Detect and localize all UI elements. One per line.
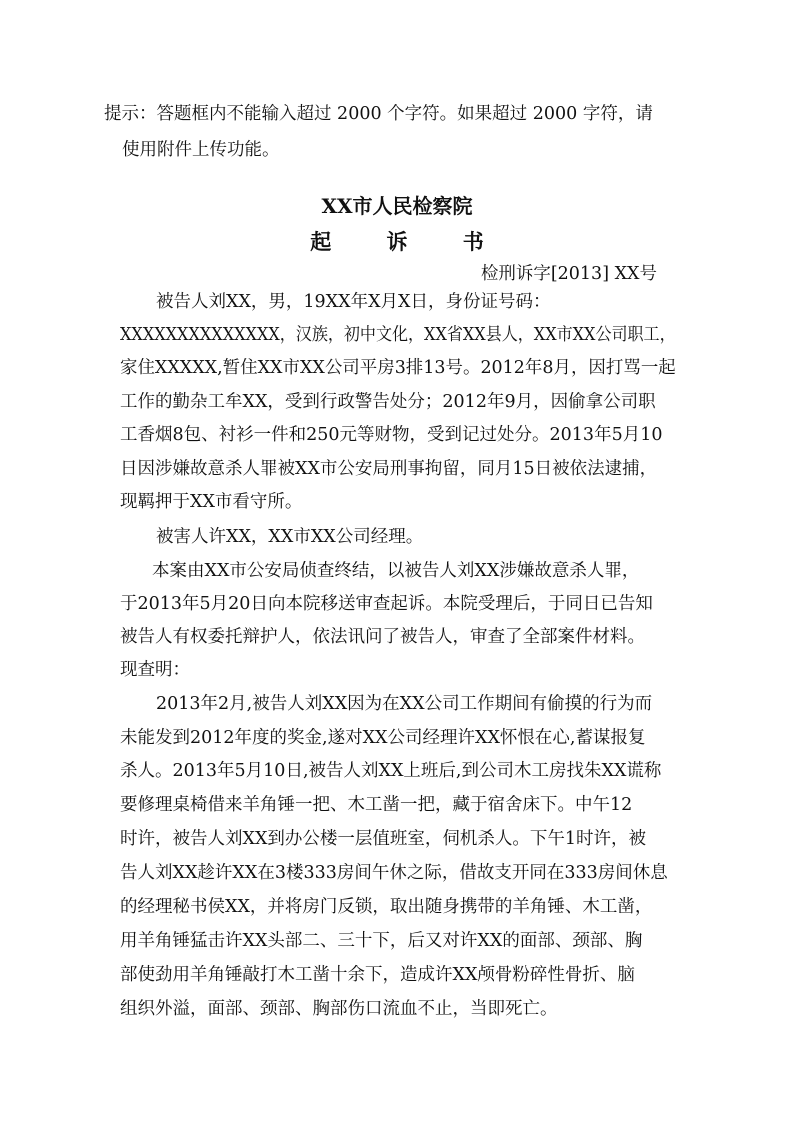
facts-line-6: 告人刘XX趁许XX在3楼333房间午休之际，借故支开同在333房间休息 [120, 863, 668, 883]
notice-line-1: 提示：答题框内不能输入超过 2000 个字符。如果超过 2000 字符，请 [104, 104, 653, 124]
defendant-line-7: 现羁押于XX市看守所。 [120, 492, 303, 512]
org-title: XX市人民检察院 [321, 194, 473, 218]
victim-line: 被害人许XX，XX市XX公司经理。 [156, 527, 424, 547]
case-line-1: 本案由XX市公安局侦查终结，以被告人刘XX涉嫌故意杀人罪， [152, 561, 640, 581]
case-line-3: 被告人有权委托辩护人，依法讯问了被告人，审查了全部案件材料。 [120, 627, 645, 647]
case-line-2: 于2013年5月20日向本院移送审查起诉。本院受理后，于同日已告知 [120, 594, 653, 614]
document-number: 检刑诉字[2013] XX号 [480, 264, 657, 284]
defendant-line-4: 工作的勤杂工牟XX，受到行政警告处分；2012年9月，因偷拿公司职 [120, 392, 656, 412]
defendant-line-2: XXXXXXXXXXXXXX，汉族，初中文化，XX省XX县人，XX市XX公司职工， [120, 325, 676, 345]
facts-line-4: 要修理桌椅借来羊角锤一把、木工凿一把，藏于宿舍床下。中午12 [120, 795, 633, 815]
defendant-line-6: 日因涉嫌故意杀人罪被XX市公安局刑事拘留，同月15日被依法逮捕， [120, 459, 658, 479]
defendant-line-3: 家住XXXXX,暂住XX市XX公司平房3排13号。2012年8月，因打骂一起 [120, 358, 676, 378]
document-title: 起 诉 书 [310, 229, 508, 254]
facts-line-1: 2013年2月,被告人刘XX因为在XX公司工作期间有偷摸的行为而 [156, 694, 653, 714]
notice-line-2: 使用附件上传功能。 [122, 140, 280, 160]
facts-line-9: 部使劲用羊角锤敲打木工凿十余下，造成许XX颅骨粉碎性骨折、脑 [120, 965, 635, 985]
facts-line-8: 用羊角锤猛击许XX头部二、三十下，后又对许XX的面部、颈部、胸 [120, 931, 643, 951]
facts-line-5: 时许，被告人刘XX到办公楼一层值班室，伺机杀人。下午1时许，被 [120, 829, 647, 849]
facts-line-7: 的经理秘书侯XX，并将房门反锁，取出随身携带的羊角锤、木工凿， [120, 897, 653, 917]
defendant-line-5: 工香烟8包、衬衫一件和250元等财物，受到记过处分。2013年5月10 [120, 425, 663, 445]
facts-line-10: 组织外溢，面部、颈部、胸部伤口流血不止，当即死亡。 [120, 999, 558, 1019]
facts-line-3: 杀人。2013年5月10日,被告人刘XX上班后,到公司木工房找朱XX谎称 [120, 761, 662, 781]
case-line-4: 现查明： [120, 660, 190, 680]
defendant-line-1: 被告人刘XX，男，19XX年X月X日，身份证号码： [156, 292, 551, 312]
facts-line-2: 未能发到2012年度的奖金,遂对XX公司经理许XX怀恨在心,蓄谋报复 [120, 728, 646, 748]
